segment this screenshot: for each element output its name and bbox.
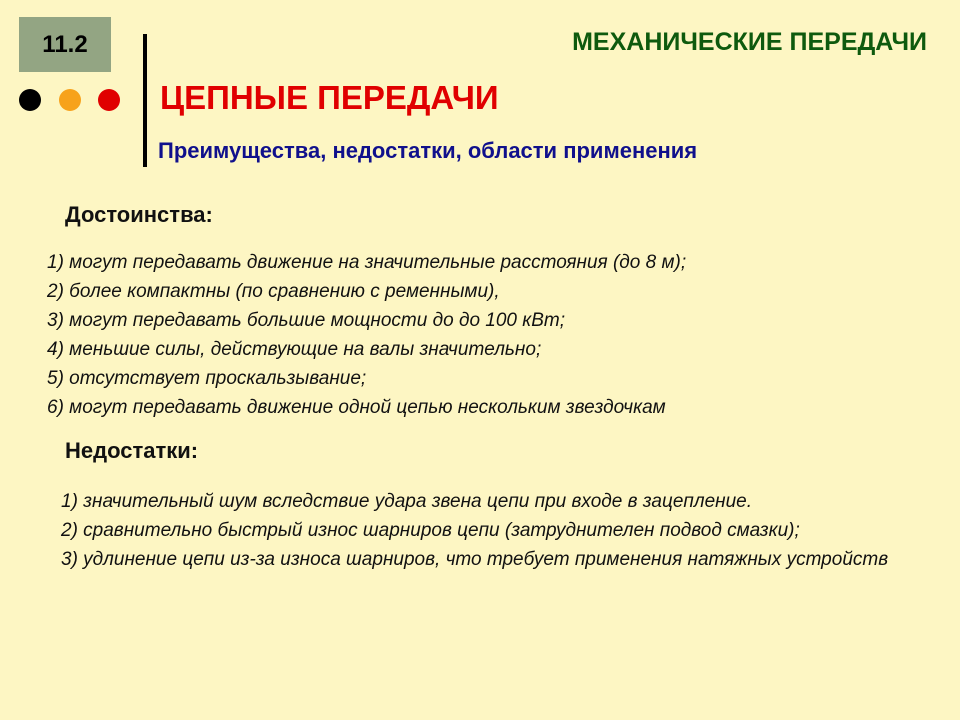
vertical-divider (143, 34, 147, 167)
slide-number-badge (19, 17, 111, 72)
advantages-list (47, 248, 686, 422)
section-title: ЦЕПНЫЕ ПЕРЕДАЧИ (160, 79, 499, 116)
slide-number: 11.2 (42, 30, 88, 58)
advantage-item: 4) меньшие силы, действующие на валы значительно; (47, 339, 542, 360)
disadvantages-list (61, 487, 921, 574)
advantage-item: 1) могут передавать движение на значительные расстояния (до 8 м); (47, 252, 687, 273)
header-title: МЕХАНИЧЕСКИЕ ПЕРЕДАЧИ (572, 28, 927, 56)
advantage-item: 2) более компактны (по сравнению с ременными), (47, 281, 500, 302)
advantage-item: 3) могут передавать большие мощности до до 100 кВт; (47, 310, 566, 331)
disadvantage-item: 2) сравнительно быстрый износ шарниров цепи (затруднителен подвод смазки); (61, 520, 800, 541)
advantages-heading: Достоинства: (65, 202, 213, 227)
orange-dot-icon (59, 89, 81, 111)
advantage-item: 5) отсутствует проскальзывание; (47, 368, 367, 389)
subtitle: Преимущества, недостатки, области применения (158, 138, 698, 163)
black-dot-icon (19, 89, 41, 111)
advantage-item: 6) могут передавать движение одной цепью нескольким звездочкам (47, 397, 666, 418)
disadvantage-item: 3) удлинение цепи из-за износа шарниров, что требует применения натяжных устройств (61, 549, 889, 570)
red-dot-icon (98, 89, 120, 111)
disadvantages-heading: Недостатки: (65, 438, 199, 463)
disadvantage-item: 1) значительный шум вследствие удара звена цепи при входе в зацепление. (61, 491, 753, 512)
